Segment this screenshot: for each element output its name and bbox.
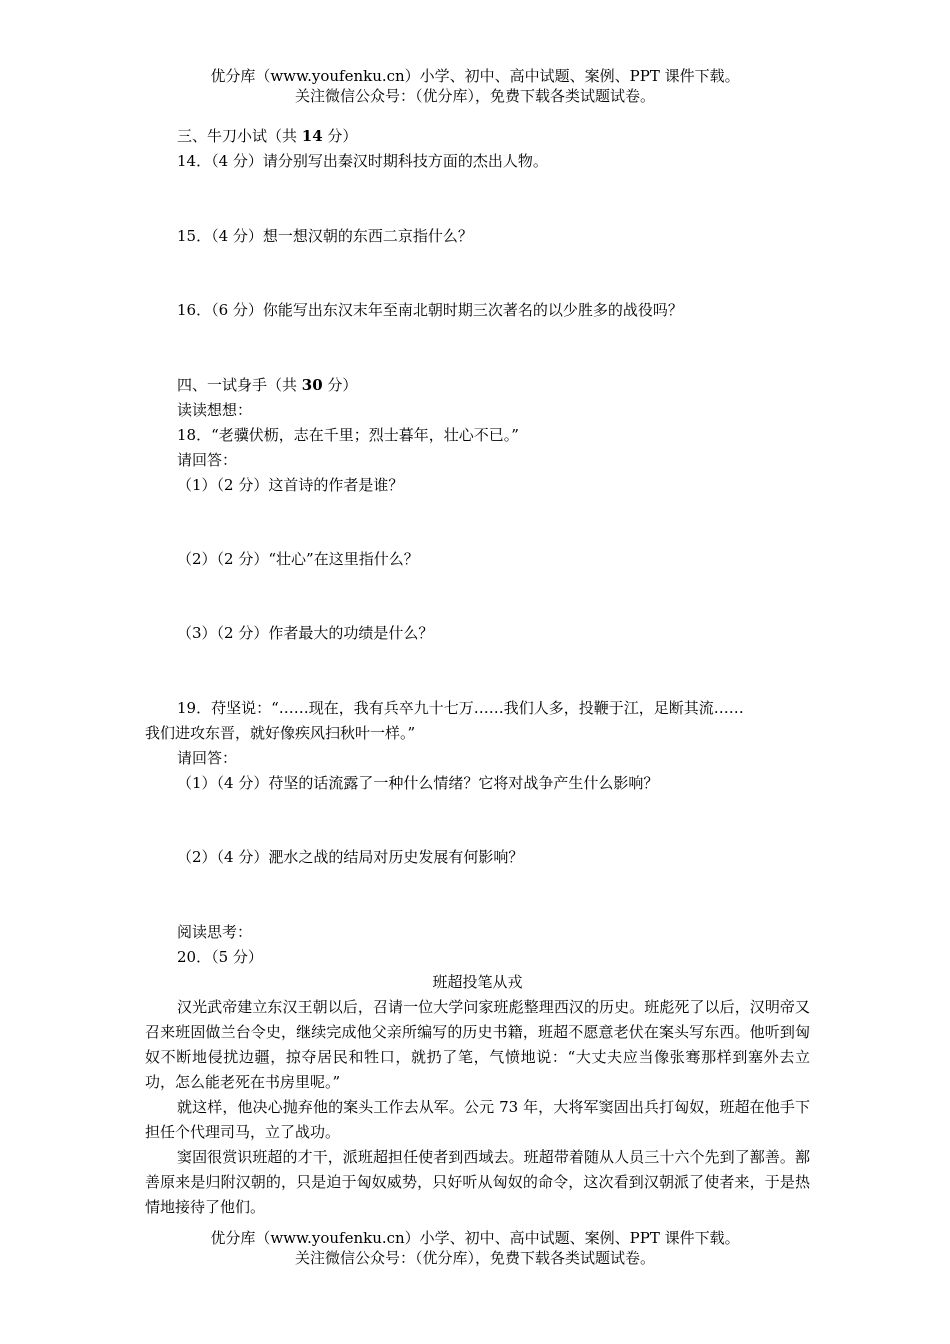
question-19-line-2: 我们进攻东晋，就好像疾风扫秋叶一样。” — [145, 724, 416, 742]
question-20: 20．（5 分） — [177, 948, 263, 966]
story-paragraph-1: 汉光武帝建立东汉王朝以后，召请一位大学问家班彪整理西汉的历史。班彪死了以后，汉明帝又召来班固做兰台令史，继续完成他父亲所编写的历史书籍，班超不愿意老伏在案头写东西。他听到匈奴不断地侵扰边疆，掠夺居民和牲口，就扔了笔，气愤地说：“大丈夫应当像张骞那样到塞外去立功，怎么能老死在书房里呢。” — [145, 998, 810, 1091]
section-3-title-suffix: 分） — [322, 127, 358, 145]
question-18: 18．“老骥伏枥，志在千里；烈士暮年，壮心不已。” — [177, 426, 519, 444]
section-3-title — [177, 126, 357, 146]
section-4-title — [177, 375, 357, 395]
read-reflect-label: 阅读思考： — [177, 923, 253, 941]
read-think-label: 读读想想： — [177, 401, 253, 419]
footer-line-1: 优分库（www.youfenku.cn）小学、初中、高中试题、案例、PPT 课件下载。 — [210, 1229, 740, 1247]
section-3-title-text: 三、牛刀小试（共 — [177, 127, 302, 145]
question-18-prompt: 请回答： — [177, 451, 238, 469]
question-16: 16．（6 分）你能写出东汉末年至南北朝时期三次著名的以少胜多的战役吗？ — [177, 301, 683, 319]
header-line-2: 关注微信公众号：（优分库），免费下载各类试题试卷。 — [294, 87, 655, 105]
footer-line-2: 关注微信公众号：（优分库），免费下载各类试题试卷。 — [294, 1249, 655, 1267]
header-line-1: 优分库（www.youfenku.cn）小学、初中、高中试题、案例、PPT 课件下载。 — [210, 67, 740, 85]
question-18-part-3: （3）（2 分）作者最大的功绩是什么？ — [177, 624, 434, 642]
question-18-part-1: （1）（2 分）这首诗的作者是谁？ — [177, 476, 404, 494]
page-footer — [0, 1228, 950, 1268]
question-19-part-1: （1）（4 分）苻坚的话流露了一种什么情绪？它将对战争产生什么影响？ — [177, 774, 659, 792]
question-19-part-2: （2）（4 分）淝水之战的结局对历史发展有何影响？ — [177, 848, 524, 866]
story-paragraph-3: 窦固很赏识班超的才干，派班超担任使者到西域去。班超带着随从人员三十六个先到了鄯善。鄯善原来是归附汉朝的，只是迫于匈奴威势，只好听从匈奴的命令，这次看到汉朝派了使者来，于是热情地接待了他们。 — [145, 1148, 810, 1216]
question-15: 15．（4 分）想一想汉朝的东西二京指什么？ — [177, 227, 473, 245]
story-paragraph-2: 就这样，他决心抛弃他的案头工作去从军。公元 73 年，大将军窦固出兵打匈奴，班超在他手下担任个代理司马，立了战功。 — [145, 1098, 810, 1141]
story-title: 班超投笔从戎 — [432, 973, 523, 991]
question-19-prompt: 请回答： — [177, 749, 238, 767]
section-4-title-suffix: 分） — [322, 376, 358, 394]
section-4-score: 30 — [301, 376, 323, 394]
question-19-line-1: 19．苻坚说：“……现在，我有兵卒九十七万……我们人多，投鞭于江，足断其流…… — [177, 699, 744, 717]
section-3-score: 14 — [301, 127, 323, 145]
section-4-title-text: 四、一试身手（共 — [177, 376, 302, 394]
question-14: 14．（4 分）请分别写出秦汉时期科技方面的杰出人物。 — [177, 152, 548, 170]
question-18-part-2: （2）（2 分）“壮心”在这里指什么？ — [177, 550, 419, 568]
page-header — [0, 66, 950, 106]
